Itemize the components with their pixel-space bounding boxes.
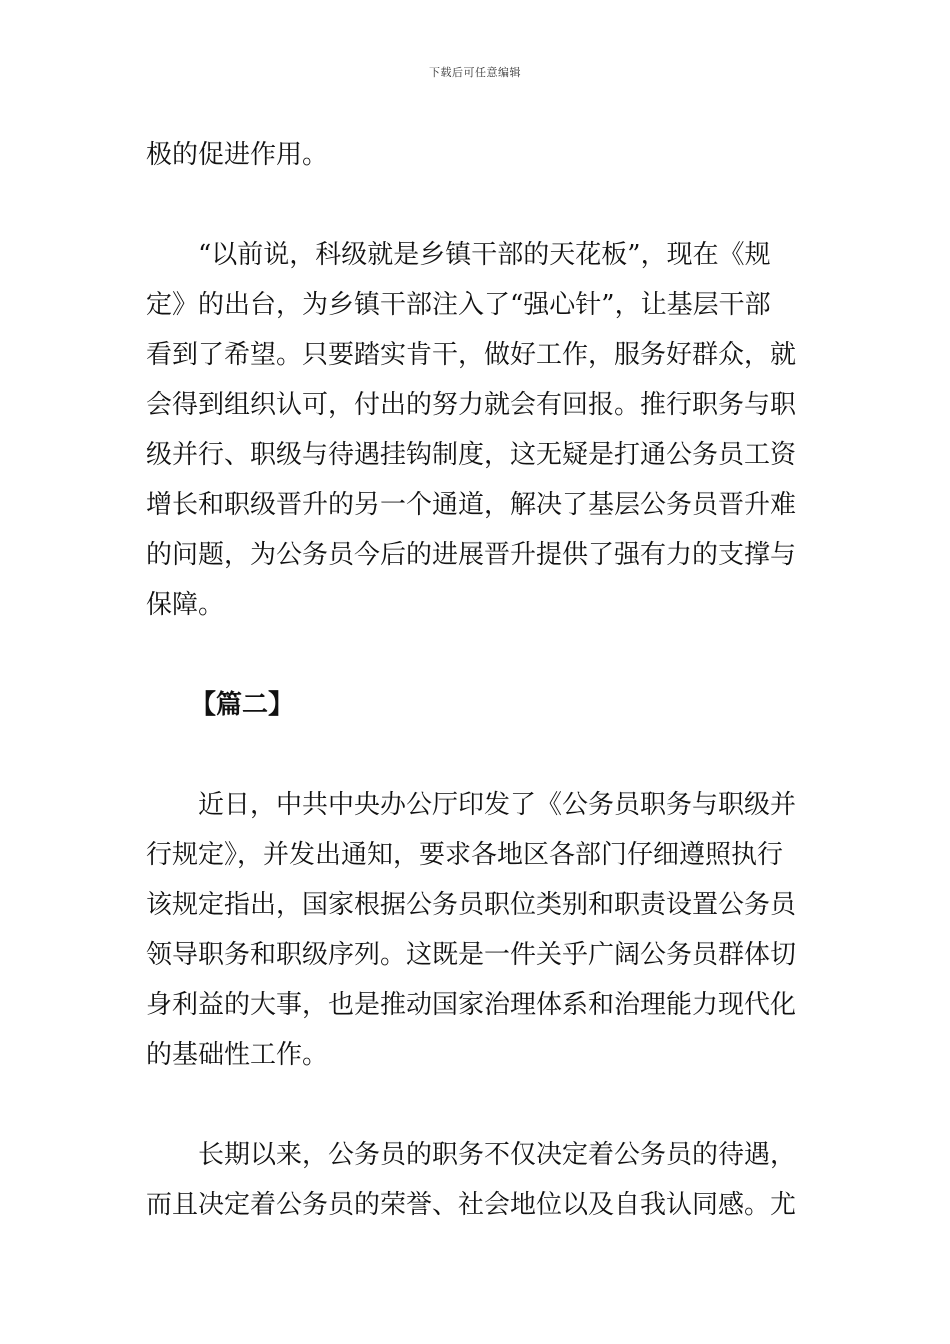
- paragraph-gap: [146, 630, 808, 680]
- paragraph-2: [146, 230, 808, 630]
- document-body: [146, 130, 808, 1230]
- text-line: 保障。: [146, 590, 225, 620]
- paragraph-4: [146, 1130, 808, 1230]
- text-line: 极的促进作用。: [146, 140, 329, 170]
- paragraph-3: [146, 780, 808, 1080]
- text-line: 增长和职级晋升的另一个通道，解决了基层公务员晋升难: [146, 490, 797, 520]
- text-line: 而且决定着公务员的荣誉、社会地位以及自我认同感。尤: [146, 1190, 797, 1220]
- text-line: “以前说，科级就是乡镇干部的天花板”，现在《规: [198, 240, 771, 270]
- paragraph-1: [146, 130, 808, 180]
- text-line: 定》的出台，为乡镇干部注入了“强心针”，让基层干部: [146, 290, 771, 320]
- text-line: 该规定指出，国家根据公务员职位类别和职责设置公务员: [146, 890, 797, 920]
- text-line: 近日，中共中央办公厅印发了《公务员职务与职级并: [198, 790, 797, 820]
- text-line: 的基础性工作。: [146, 1040, 329, 1070]
- text-line: 领导职务和职级序列。这既是一件关乎广阔公务员群体切: [146, 940, 797, 970]
- section-title: 【篇二】: [190, 690, 295, 720]
- text-line: 的问题，为公务员今后的进展晋升提供了强有力的支撑与: [146, 540, 797, 570]
- paragraph-gap: [146, 1080, 808, 1130]
- text-line: 身利益的大事，也是推动国家治理体系和治理能力现代化: [146, 990, 797, 1020]
- text-line: 看到了希望。只要踏实肯干，做好工作，服务好群众，就: [146, 340, 797, 370]
- paragraph-gap: [146, 180, 808, 230]
- page-header: 下载后可任意编辑: [429, 66, 521, 79]
- text-line: 会得到组织认可，付出的努力就会有回报。推行职务与职: [146, 390, 797, 420]
- text-line: 长期以来，公务员的职务不仅决定着公务员的待遇，: [198, 1140, 797, 1170]
- text-line: 级并行、职级与待遇挂钩制度，这无疑是打通公务员工资: [146, 440, 797, 470]
- text-line: 行规定》，并发出通知，要求各地区各部门仔细遵照执行: [146, 840, 784, 870]
- paragraph-gap: [146, 730, 808, 780]
